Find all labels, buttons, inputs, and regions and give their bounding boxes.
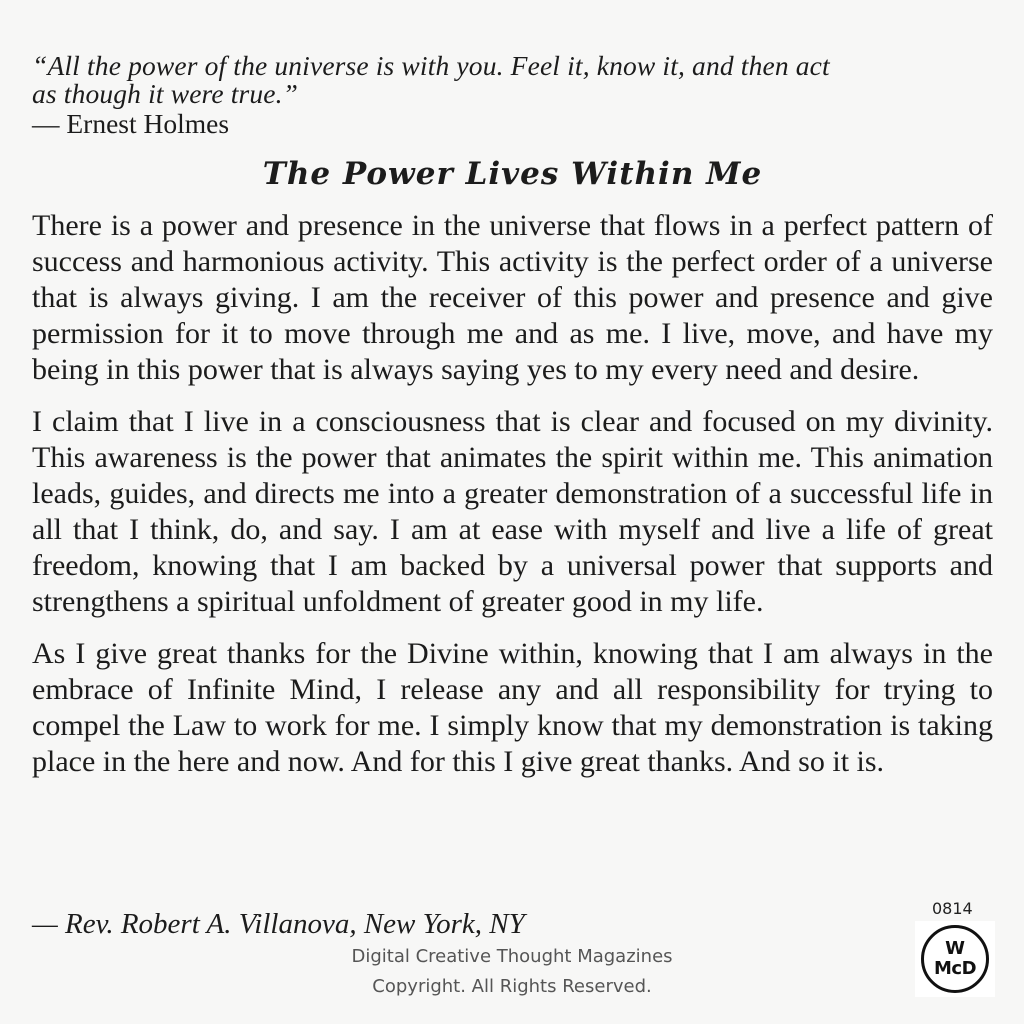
epigraph-author: — Ernest Holmes bbox=[32, 108, 230, 139]
footer-publisher: Digital Creative Thought Magazines bbox=[351, 946, 673, 967]
paragraph-2: I claim that I live in a consciousness that is clear and focused on my divinity. This awareness is the power that animates the spirit within me. This animation leads, guides, and directs me into a greater demonstration of a successful life in all that I think, do, and say. I am at ease with myself and live a life of great freedom, knowing that I am backed by a universal power that supports and strengthens a spiritual unfoldment of greater good in my life. bbox=[32, 405, 993, 618]
signature: — Rev. Robert A. Villanova, New York, NY bbox=[32, 908, 525, 940]
logo bbox=[915, 921, 995, 997]
article bbox=[32, 52, 993, 796]
footer-copyright: Copyright. All Rights Reserved. bbox=[372, 976, 652, 997]
epigraph-quote-line-1: “All the power of the universe is with you. Feel it, know it, and then act bbox=[32, 50, 830, 81]
logo-text-top: W bbox=[945, 938, 965, 959]
paragraph-1: There is a power and presence in the universe that flows in a perfect pattern of success and harmonious activity. This activity is the perfect order of a universe that is always giving. I am the receiver of this power and presence and give permission for it to move through me and as me. I live, move, and have my being in this power that is always saying yes to my every need and desire. bbox=[32, 209, 993, 386]
epigraph-quote-line-2: as though it were true.” bbox=[32, 78, 299, 109]
article-title: The Power Lives Within Me bbox=[262, 156, 763, 192]
issue-number: 0814 bbox=[932, 899, 973, 918]
logo-text-bottom: McD bbox=[933, 958, 977, 979]
paragraph-3: As I give great thanks for the Divine within, knowing that I am always in the embrace of Infinite Mind, I release any and all responsibility for trying to compel the Law to work for me. I simply know that my demonstration is taking place in the here and now. And for this I give great thanks. And so it is. bbox=[32, 637, 993, 778]
logo-circle bbox=[921, 925, 989, 993]
